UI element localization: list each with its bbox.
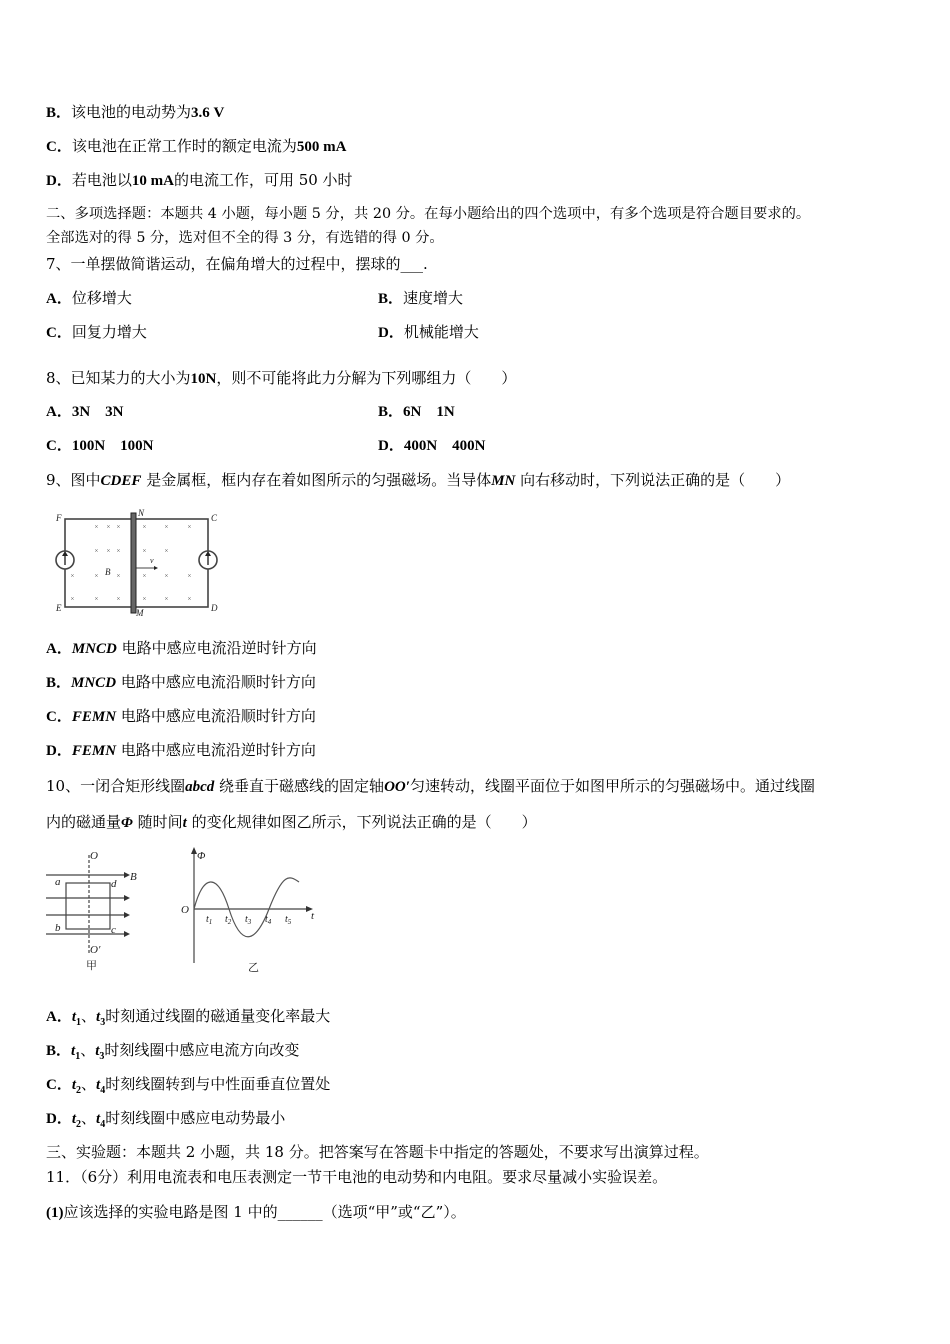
option-text: 速度增大: [403, 289, 464, 307]
option-text: 3N 3N: [71, 404, 124, 420]
option-label: B．: [378, 404, 404, 420]
stem-text: 随时间: [137, 813, 183, 831]
svg-text:×: ×: [187, 595, 192, 603]
option-label: C．: [46, 438, 72, 454]
q7-option-b: [378, 288, 463, 309]
svg-text:×: ×: [142, 572, 147, 580]
label-phi: Φ: [197, 850, 206, 862]
q10-option-a: [46, 1006, 330, 1033]
svg-text:×: ×: [116, 547, 121, 555]
q9-option-b: [46, 672, 316, 693]
q8-option-b: [378, 402, 455, 422]
q9-option-a: [46, 638, 317, 659]
option-var: MNCD: [71, 675, 117, 691]
q9-option-d: [46, 740, 316, 761]
label-d: d: [111, 878, 117, 890]
option-value: 10 mA: [131, 173, 174, 189]
stem-var: Φ: [121, 815, 133, 831]
q8-option-c: [46, 436, 154, 456]
stem-text: 匀速转动，线圈平面位于如图甲所示的匀强磁场中。通过线圈: [409, 777, 815, 795]
option-label: B．: [46, 105, 72, 121]
option-var: t: [95, 1043, 100, 1059]
q10-figure-jia: [44, 845, 144, 975]
option-text: 该电池在正常工作时的额定电流为: [71, 137, 297, 155]
option-label: D．: [378, 438, 404, 454]
label-n: N: [138, 508, 145, 518]
label-c: C: [211, 513, 218, 523]
subscript: 3: [100, 1017, 106, 1028]
subscript: 2: [76, 1119, 82, 1130]
option-var: t: [96, 1111, 101, 1127]
svg-text:×: ×: [94, 547, 99, 555]
label-b: b: [55, 922, 61, 934]
svg-text:×: ×: [142, 523, 147, 531]
q10-figure-yi: [175, 845, 325, 975]
svg-text:×: ×: [142, 595, 147, 603]
option-text: 时刻线圈中感应电流方向改变: [104, 1041, 300, 1059]
option-text: 6N 1N: [403, 404, 455, 420]
svg-text:×: ×: [187, 572, 192, 580]
q10-option-c: [46, 1074, 330, 1101]
label-o-prime: O′: [90, 944, 101, 956]
label-c: c: [111, 924, 116, 936]
option-label: B．: [46, 675, 72, 691]
q11-stem: 11．（6分）利用电流表和电压表测定一节干电池的电动势和内电阻。要求尽量减小实验误差。: [46, 1168, 668, 1186]
figure-caption: 乙: [248, 962, 259, 974]
option-label: D．: [46, 1111, 72, 1127]
separator: 、: [81, 1109, 97, 1127]
subscript: 1: [76, 1017, 82, 1028]
option-value: 500 mA: [296, 139, 347, 155]
label-m: M: [136, 608, 144, 617]
label-v: v: [150, 556, 154, 565]
svg-text:×: ×: [164, 572, 169, 580]
option-text: 100N 100N: [71, 438, 154, 454]
stem-text: 是金属框，框内存在着如图所示的匀强磁场。当导体: [146, 471, 492, 489]
stem-text: 的变化规律如图乙所示，下列说法正确的是（ ）: [191, 813, 537, 831]
stem-text: 内的磁通量: [46, 813, 122, 831]
label-t-axis: t: [311, 910, 315, 922]
label-b-field: B: [130, 871, 137, 883]
tick-t4: 4: [267, 918, 272, 926]
svg-text:×: ×: [164, 523, 169, 531]
stem-var: OO′: [384, 779, 410, 795]
q9-circuit-figure: [50, 505, 220, 617]
option-text: 位移增大: [71, 289, 132, 307]
option-label: A．: [46, 404, 72, 420]
q8-stem: [46, 368, 516, 389]
option-label: A．: [46, 291, 72, 307]
q7-option-c: [46, 322, 147, 343]
q7-option-a: [46, 288, 132, 309]
option-var: t: [71, 1077, 77, 1093]
option-value: 3.6 V: [191, 105, 225, 121]
tick-t: t: [245, 914, 248, 925]
q10-option-d: [46, 1108, 285, 1135]
label-b: B: [105, 567, 111, 577]
part-label: (1): [46, 1205, 64, 1221]
figure-caption: 甲: [86, 960, 97, 972]
tick-t2: 2: [227, 918, 232, 926]
option-text: 电路中感应电流沿顺时针方向: [120, 707, 316, 725]
option-label: C．: [46, 325, 72, 341]
tick-t1: 1: [208, 918, 213, 926]
svg-text:×: ×: [106, 547, 111, 555]
svg-text:×: ×: [106, 523, 111, 531]
section3-header: 三、实验题：本题共 2 小题，共 18 分。把答案写在答题卡中指定的答题处，不要求写出演算过程。: [46, 1143, 709, 1161]
option-label: C．: [46, 1077, 72, 1093]
option-text: 该电池的电动势为: [71, 103, 192, 121]
option-label: B．: [378, 291, 404, 307]
svg-text:×: ×: [94, 523, 99, 531]
subscript: 4: [100, 1085, 106, 1096]
stem-var: t: [182, 815, 187, 831]
stem-text: 向右移动时，下列说法正确的是（ ）: [520, 471, 791, 489]
q10-stem-line1: [46, 776, 815, 797]
option-text: 时刻通过线圈的磁通量变化率最大: [105, 1007, 331, 1025]
separator: 、: [81, 1007, 97, 1025]
stem-value: 10N: [190, 371, 217, 387]
separator: 、: [80, 1041, 96, 1059]
stem-var: abcd: [185, 779, 215, 795]
option-text: 机械能增大: [403, 323, 479, 341]
svg-text:t5: [285, 914, 292, 926]
option-label: D．: [46, 173, 72, 189]
tick-t: t: [206, 914, 209, 925]
svg-text:×: ×: [94, 572, 99, 580]
option-label: C．: [46, 139, 72, 155]
q8-option-d: [378, 436, 486, 456]
q7-option-d: [378, 322, 479, 343]
label-e: E: [56, 603, 62, 613]
section2-note: 全部选对的得 5 分，选对但不全的得 3 分，有选错的得 0 分。: [46, 230, 444, 246]
tick-t: t: [225, 914, 228, 925]
svg-text:×: ×: [164, 595, 169, 603]
subscript: 3: [99, 1051, 105, 1062]
svg-text:t1: [206, 914, 212, 926]
q9-stem: [46, 470, 790, 491]
q11-part1: [46, 1202, 466, 1223]
stem-text: 10、一闭合矩形线圈: [46, 777, 186, 795]
svg-text:×: ×: [116, 572, 121, 580]
svg-text:×: ×: [94, 595, 99, 603]
svg-text:t3: [245, 914, 252, 926]
option-var: MNCD: [71, 641, 117, 657]
subscript: 1: [75, 1051, 81, 1062]
q6-option-b: [46, 102, 224, 123]
option-label: A．: [46, 641, 72, 657]
tick-t5: 5: [287, 918, 292, 926]
option-text: 400N 400N: [403, 438, 486, 454]
label-d: D: [211, 603, 218, 613]
stem-text: 8、已知某力的大小为: [46, 369, 191, 387]
tick-t: t: [285, 914, 288, 925]
option-text: 的电流工作，可用 50 小时: [173, 171, 353, 189]
stem-text: 9、图中: [46, 471, 101, 489]
option-text: 回复力增大: [71, 323, 147, 341]
q8-option-a: [46, 402, 124, 422]
option-label: D．: [378, 325, 404, 341]
tick-t: t: [265, 914, 268, 925]
option-var: t: [71, 1009, 77, 1025]
section2-header: 二、多项选择题：本题共 4 小题，每小题 5 分，共 20 分。在每小题给出的四个选项中，有多个选项是符合题目要求的。: [46, 206, 811, 222]
q7-stem: 7、一单摆做简谐运动，在偏角增大的过程中，摆球的___.: [46, 255, 428, 273]
option-var: FEMN: [71, 743, 117, 759]
option-var: FEMN: [71, 709, 117, 725]
option-var: t: [96, 1009, 101, 1025]
option-label: A．: [46, 1009, 72, 1025]
option-var: t: [71, 1111, 77, 1127]
q10-option-b: [46, 1040, 299, 1067]
subscript: 4: [100, 1119, 106, 1130]
option-text: 电路中感应电流沿逆时针方向: [120, 741, 316, 759]
stem-text: ，则不可能将此力分解为下列哪组力（ ）: [216, 369, 517, 387]
option-text: 时刻线圈转到与中性面垂直位置处: [105, 1075, 331, 1093]
option-var: t: [71, 1043, 76, 1059]
label-o: O: [90, 850, 98, 862]
svg-text:t4: [265, 914, 272, 926]
stem-var: CDEF: [100, 473, 142, 489]
svg-text:×: ×: [164, 547, 169, 555]
q6-option-c: [46, 136, 346, 157]
option-label: D．: [46, 743, 72, 759]
label-a: a: [55, 876, 61, 888]
option-text: 若电池以: [71, 171, 132, 189]
label-f: F: [56, 513, 62, 523]
option-text: 时刻线圈中感应电动势最小: [105, 1109, 286, 1127]
svg-text:×: ×: [187, 523, 192, 531]
svg-text:×: ×: [70, 572, 75, 580]
option-var: t: [96, 1077, 101, 1093]
separator: 、: [81, 1075, 97, 1093]
q10-stem-line2: [46, 812, 537, 833]
svg-text:×: ×: [116, 523, 121, 531]
part-text: 应该选择的实验电路是图 1 中的______（选项“甲”或“乙”）。: [63, 1203, 466, 1221]
svg-text:×: ×: [70, 595, 75, 603]
stem-text: 绕垂直于磁感线的固定轴: [219, 777, 385, 795]
label-origin: O: [181, 904, 189, 916]
option-label: C．: [46, 709, 72, 725]
option-text: 电路中感应电流沿逆时针方向: [121, 639, 317, 657]
svg-text:×: ×: [116, 595, 121, 603]
tick-t3: 3: [247, 918, 252, 926]
q9-option-c: [46, 706, 316, 727]
subscript: 2: [76, 1085, 82, 1096]
option-label: B．: [46, 1043, 72, 1059]
stem-var: MN: [491, 473, 516, 489]
q6-option-d: [46, 170, 353, 191]
svg-text:×: ×: [142, 547, 147, 555]
option-text: 电路中感应电流沿顺时针方向: [120, 673, 316, 691]
